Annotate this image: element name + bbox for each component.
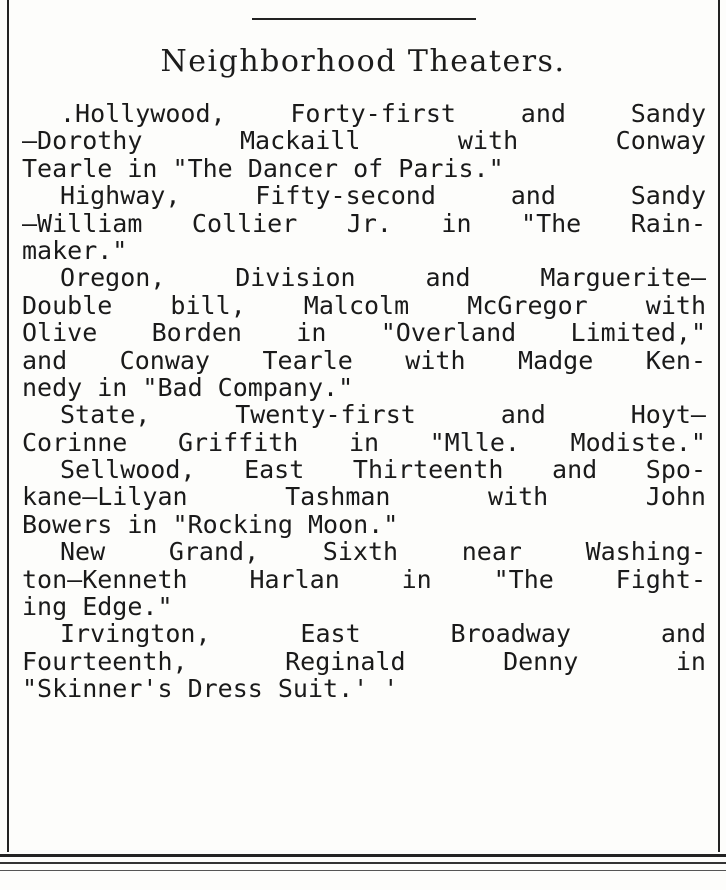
article-line: maker." (22, 236, 128, 265)
article-line: Sellwood, East Thirteenth and Spo- (60, 456, 706, 484)
article-line: State, Twenty-first and Hoyt— (60, 401, 706, 429)
article-line: .Hollywood, Forty-first and Sandy (60, 100, 706, 128)
column-rule-left (7, 0, 9, 852)
article-line: Corinne Griffith in "Mlle. Modiste." (22, 428, 706, 457)
article-line: Irvington, East Broadway and (60, 620, 706, 648)
bottom-rule (0, 870, 726, 871)
article-line: Bowers in "Rocking Moon." (22, 510, 399, 539)
article-line: and Conway Tearle with Madge Ken- (22, 346, 706, 374)
article-line: Double bill, Malcolm McGregor with (22, 291, 706, 320)
article-line: Olive Borden in "Overland Limited," (22, 319, 706, 347)
bottom-rule (0, 862, 726, 864)
article-line: Fourteenth, Reginald Denny in (22, 647, 706, 676)
article-line: Tearle in "The Dancer of Paris." (22, 154, 504, 183)
article-body (22, 100, 706, 703)
section-divider-rule (252, 18, 476, 20)
article-line: ton—Kenneth Harlan in "The Fight- (22, 565, 706, 594)
article-headline: Neighborhood Theaters. (160, 44, 566, 79)
column-rule-right (718, 0, 720, 852)
article-line: nedy in "Bad Company." (22, 373, 354, 402)
article-line: ing Edge." (22, 593, 173, 621)
article-line: —Dorothy Mackaill with Conway (22, 127, 706, 155)
bottom-rule (0, 854, 726, 857)
article-line: Oregon, Division and Marguerite— (60, 264, 706, 292)
article-line: —William Collier Jr. in "The Rain- (22, 209, 706, 237)
article-line: kane—Lilyan Tashman with John (22, 483, 706, 511)
article-line: New Grand, Sixth near Washing- (60, 538, 706, 566)
article-line: Highway, Fifty-second and Sandy (60, 182, 706, 210)
article-line: "Skinner's Dress Suit.' ' (22, 675, 399, 703)
